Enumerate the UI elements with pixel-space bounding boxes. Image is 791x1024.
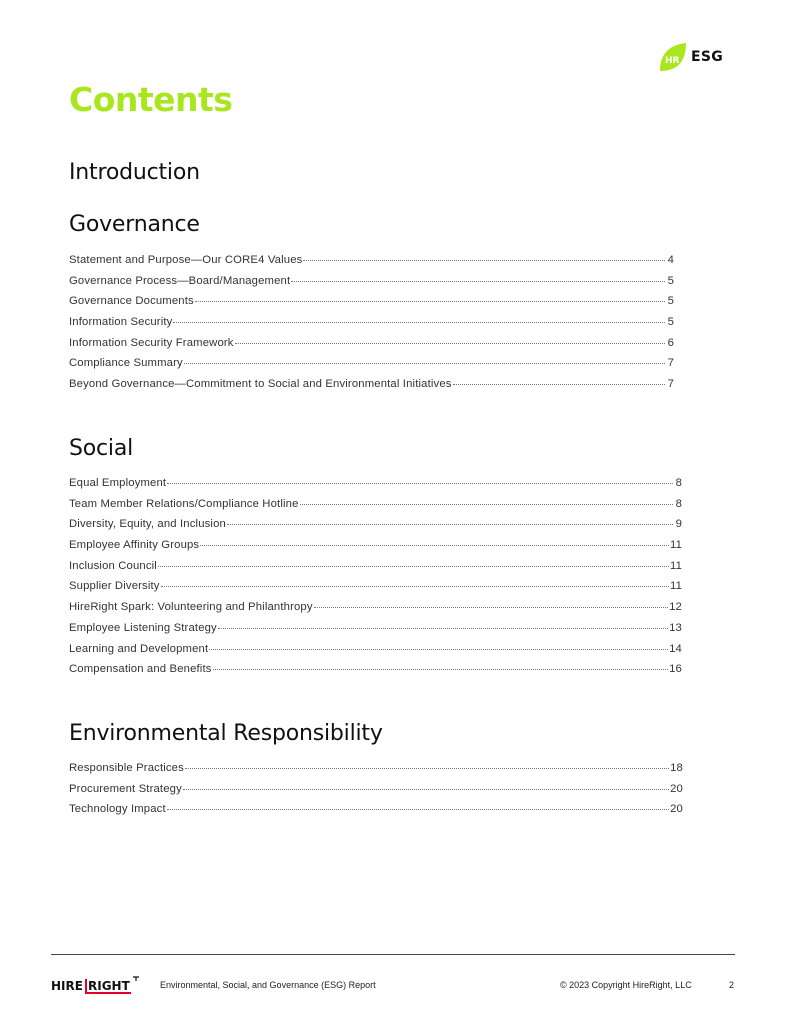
toc-entry-label: Compensation and Benefits xyxy=(69,663,212,676)
logo-text: ESG xyxy=(691,49,724,65)
toc-entry-page: 11 xyxy=(669,559,682,572)
footer-logo-text-2: RIGHT xyxy=(88,979,130,993)
toc-entry[interactable] xyxy=(69,803,683,824)
toc-entry-label: Technology Impact xyxy=(69,803,166,816)
toc-entry-label: Governance Documents xyxy=(69,295,194,308)
toc-entry-page: 8 xyxy=(675,477,682,489)
toc-entry-label: Supplier Diversity xyxy=(69,580,160,593)
page-title: Contents xyxy=(69,80,233,119)
toc-list-governance xyxy=(69,254,674,399)
toc-entry[interactable] xyxy=(69,378,674,399)
toc-entry-page: 4 xyxy=(667,254,674,266)
toc-entry[interactable] xyxy=(69,622,682,643)
toc-entry-label: Employee Listening Strategy xyxy=(69,621,217,634)
toc-dot-leader xyxy=(218,628,668,629)
section-title-environmental: Environmental Responsibility xyxy=(69,721,383,746)
toc-entry-page: 20 xyxy=(670,782,683,795)
toc-entry-page: 11 xyxy=(669,580,682,593)
toc-dot-leader xyxy=(209,649,668,650)
toc-dot-leader xyxy=(227,524,673,525)
toc-dot-leader xyxy=(213,669,669,670)
toc-list-social xyxy=(69,477,682,684)
toc-entry-page: 5 xyxy=(667,295,674,308)
toc-entry[interactable] xyxy=(69,539,682,560)
toc-entry-label: Governance Process—Board/Management xyxy=(69,274,291,287)
toc-dot-leader xyxy=(303,260,665,261)
toc-list-environmental xyxy=(69,762,683,824)
toc-entry-page: 14 xyxy=(669,642,682,655)
toc-entry[interactable] xyxy=(69,337,674,358)
toc-dot-leader xyxy=(300,504,673,505)
toc-entry[interactable] xyxy=(69,518,682,539)
toc-dot-leader xyxy=(158,566,669,567)
toc-dot-leader xyxy=(195,301,665,302)
toc-entry-label: Team Member Relations/Compliance Hotline xyxy=(69,497,299,510)
toc-entry-page: 8 xyxy=(675,497,682,510)
toc-dot-leader xyxy=(453,384,665,385)
toc-entry[interactable] xyxy=(69,601,682,622)
hireright-logo xyxy=(51,975,143,995)
section-title-social: Social xyxy=(69,436,134,461)
toc-entry-page: 11 xyxy=(669,539,682,552)
toc-entry-label: Compliance Summary xyxy=(69,357,183,370)
toc-entry-label: Information Security Framework xyxy=(69,336,234,349)
toc-dot-leader xyxy=(314,607,668,608)
footer-logo-text-1: HIRE xyxy=(51,979,83,993)
toc-entry-label: Inclusion Council xyxy=(69,559,157,572)
section-title-introduction: Introduction xyxy=(69,160,200,185)
footer-divider xyxy=(51,954,735,955)
toc-dot-leader xyxy=(185,768,669,769)
toc-entry-page: 12 xyxy=(669,601,682,614)
section-title-governance: Governance xyxy=(69,212,200,237)
toc-entry-page: 20 xyxy=(670,803,683,816)
esg-logo xyxy=(656,41,723,73)
toc-entry-page: 7 xyxy=(667,357,674,370)
toc-entry-label: Statement and Purpose—Our CORE4 Values xyxy=(69,254,303,266)
toc-entry[interactable] xyxy=(69,275,674,296)
toc-entry[interactable] xyxy=(69,783,683,804)
toc-dot-leader xyxy=(183,789,669,790)
toc-entry-label: Beyond Governance—Commitment to Social and Environmental Initiatives xyxy=(69,378,452,391)
toc-entry-page: 18 xyxy=(670,762,683,774)
toc-dot-leader xyxy=(173,322,665,323)
toc-entry-page: 5 xyxy=(667,274,674,287)
toc-entry[interactable] xyxy=(69,477,682,498)
toc-entry-label: Employee Affinity Groups xyxy=(69,539,200,552)
toc-entry[interactable] xyxy=(69,580,682,601)
toc-entry-page: 6 xyxy=(667,336,674,349)
toc-entry-label: HireRight Spark: Volunteering and Philanthropy xyxy=(69,601,313,614)
toc-entry-label: Equal Employment xyxy=(69,477,167,489)
toc-entry-label: Procurement Strategy xyxy=(69,782,182,795)
toc-dot-leader xyxy=(161,586,669,587)
toc-entry-label: Diversity, Equity, and Inclusion xyxy=(69,518,226,531)
leaf-icon xyxy=(656,41,688,73)
toc-entry[interactable] xyxy=(69,316,674,337)
logo-mark: HR xyxy=(665,56,680,66)
toc-entry[interactable] xyxy=(69,254,674,275)
toc-entry-label: Information Security xyxy=(69,316,173,329)
toc-entry-page: 5 xyxy=(667,316,674,329)
toc-entry[interactable] xyxy=(69,295,674,316)
toc-entry-label: Responsible Practices xyxy=(69,762,184,774)
toc-dot-leader xyxy=(167,809,669,810)
toc-entry[interactable] xyxy=(69,560,682,581)
toc-entry[interactable] xyxy=(69,357,674,378)
toc-entry[interactable] xyxy=(69,663,682,684)
toc-dot-leader xyxy=(291,281,665,282)
toc-entry-page: 13 xyxy=(669,621,682,634)
toc-dot-leader xyxy=(167,483,673,484)
toc-dot-leader xyxy=(200,545,669,546)
toc-entry[interactable] xyxy=(69,643,682,664)
toc-dot-leader xyxy=(184,363,665,364)
footer-copyright: © 2023 Copyright HireRight, LLC xyxy=(560,980,692,990)
toc-entry[interactable] xyxy=(69,498,682,519)
footer-report-title: Environmental, Social, and Governance (ESG) Report xyxy=(160,980,376,990)
toc-entry[interactable] xyxy=(69,762,683,783)
footer-page-number: 2 xyxy=(729,980,735,990)
toc-entry-page: 9 xyxy=(675,518,682,531)
toc-entry-label: Learning and Development xyxy=(69,642,209,655)
toc-dot-leader xyxy=(235,343,665,344)
toc-entry-page: 7 xyxy=(667,378,674,391)
toc-entry-page: 16 xyxy=(669,663,682,676)
